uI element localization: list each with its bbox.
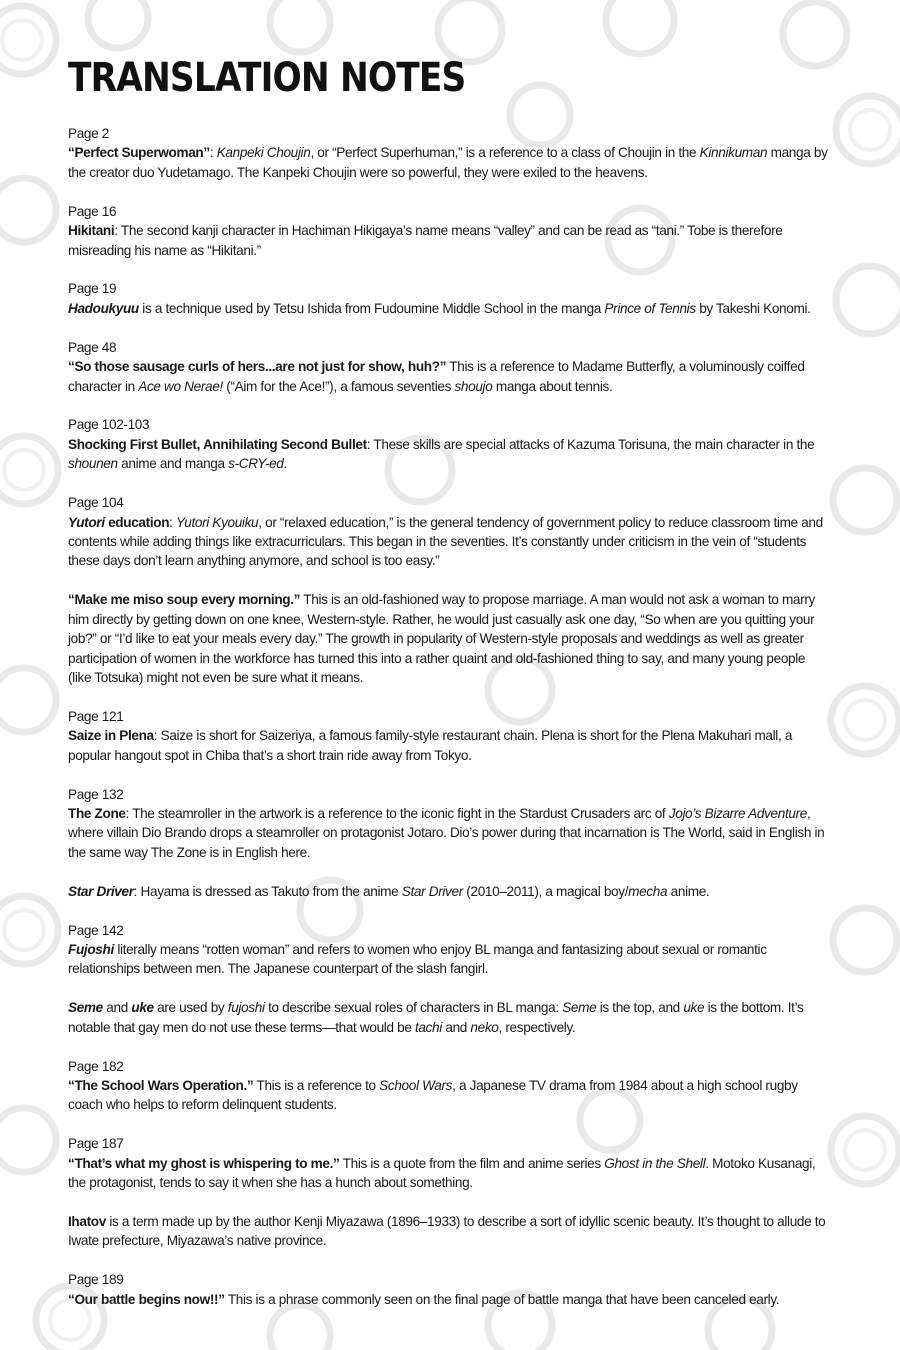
note-text: is the bottom. It’s notable that gay men do not use these terms—that would be [68, 1000, 804, 1035]
note-page-label: Page 121 [68, 708, 124, 724]
texture-ring [783, 2, 847, 66]
note-term: “So those sausage curls of hers...are not just for show, huh?” [68, 359, 447, 375]
note-italic: tachi [414, 1019, 442, 1035]
note-italic: Jojo’s Bizarre Adventure [668, 805, 807, 821]
note-text: and [102, 1000, 132, 1016]
texture-ring [606, 0, 674, 54]
note-italic: shounen [68, 456, 118, 472]
note-page-label: Page 2 [68, 126, 109, 141]
note-seme-uke [68, 998, 828, 1037]
note-page-104 [68, 493, 828, 571]
note-page-label: Page 132 [68, 786, 124, 802]
note-page-label: Page 19 [68, 281, 117, 297]
note-page-102-103 [68, 415, 828, 473]
texture-ring [850, 110, 890, 150]
note-text: : [169, 514, 177, 530]
note-text: , respectively. [498, 1019, 576, 1035]
note-term: Seme [68, 1000, 103, 1016]
note-text: (“Aim for the Ace!”), a famous seventies [222, 378, 455, 394]
note-italic: Kinnikuman [699, 145, 768, 161]
note-italic: Prince of Tennis [604, 300, 696, 316]
note-term: Saize in Plena [68, 728, 154, 744]
note-term: Fujoshi [68, 942, 114, 957]
note-italic: uke [683, 1000, 705, 1016]
note-term: uke [131, 1000, 154, 1016]
texture-ring [836, 266, 900, 334]
note-term: Yutori [68, 514, 105, 530]
texture-ring [831, 686, 899, 754]
note-text: to describe sexual roles of characters in BL manga: [264, 1000, 563, 1016]
note-term: Hikitani [68, 223, 115, 239]
note-page-label: Page 16 [68, 203, 117, 219]
note-page-48 [68, 338, 828, 396]
note-page-label: Page 48 [68, 339, 117, 355]
note-text: anime. [667, 883, 710, 899]
note-ihatov [68, 1212, 828, 1251]
note-text: : Hayama is dressed as Takuto from the anime [133, 883, 402, 899]
texture-ring [270, 0, 330, 52]
texture-ring [0, 896, 58, 964]
note-star-driver [68, 882, 828, 901]
note-text: This is a reference to [253, 1078, 380, 1094]
note-text: This is an old-fashioned way to propose marriage. A man would not ask a woman to marry him directly by getting down on one knee, Western-style. Rather, he would just casually ask one day, “So when are you quitting your job?” or “I’d like to eat your meals every day.” The growth in popularity of Western-style proposals and weddings as well as greater participation of women in the workforce has turned this into a rather quaint and old-fashioned thing to say, and many young people (like Totsuka) might not even be sure what it means. [68, 592, 815, 685]
texture-ring [0, 6, 56, 74]
note-text: is the top, and [596, 1000, 684, 1016]
note-page-label: Page 182 [68, 1058, 124, 1074]
texture-ring [88, 0, 148, 48]
note-text: manga by the creator duo Yudetamago. The Kanpeki Choujin were so powerful, they were exiled to the heavens. [68, 145, 828, 180]
note-text: manga about tennis. [492, 378, 613, 394]
note-italic: mecha [628, 883, 668, 899]
note-text: : [209, 145, 217, 161]
note-italic: School Wars [379, 1078, 453, 1094]
note-text: literally means “rotten woman” and refers to women who enjoy BL manga and fantasizing about sexual or romantic relationships between men. The Japanese counterpart of the slash fangirl. [68, 942, 767, 977]
note-term: “Make me miso soup every morning.” [68, 592, 301, 608]
note-italic: fujoshi [227, 1000, 265, 1016]
note-term: Star Driver [68, 883, 134, 899]
note-term: “The School Wars Operation.” [68, 1078, 254, 1094]
note-term: “Perfect Superwoman” [68, 145, 210, 161]
texture-ring [4, 910, 44, 950]
texture-ring [0, 1108, 56, 1172]
texture-ring [833, 468, 897, 532]
note-text: This is a quote from the film and anime series [339, 1155, 605, 1171]
texture-ring [0, 668, 56, 732]
note-text: , or “relaxed education,” is the general tendency of government policy to reduce classroom time and contents while adding things like extracurriculars. This began in the seventies. It’s constantly under criticism in the vein of “students these days don’t learn anything anymore, and school is too easy.” [68, 514, 823, 569]
note-term: Ihatov [68, 1214, 106, 1230]
note-term: education [104, 514, 170, 530]
note-page-2 [68, 124, 828, 182]
note-term: Shocking First Bullet, Annihilating Second Bullet [68, 436, 367, 452]
note-page-182 [68, 1057, 828, 1115]
note-page-19 [68, 279, 828, 318]
note-page-label: Page 187 [68, 1136, 124, 1152]
note-text: (2010–2011), a magical boy/ [462, 883, 629, 899]
texture-ring [0, 436, 58, 504]
note-italic: Kanpeki Choujin [216, 145, 311, 161]
note-page-label: Page 104 [68, 495, 124, 511]
texture-ring [4, 450, 44, 490]
note-text: , a Japanese TV drama from 1984 about a high school rugby coach who helps to reform delinquent students. [68, 1078, 798, 1113]
note-term: The Zone [68, 805, 126, 821]
texture-ring [845, 700, 885, 740]
note-term: “Our battle begins now!!” [68, 1291, 225, 1307]
note-text: , or “Perfect Superhuman,” is a reference to a class of Choujin in the [310, 145, 700, 161]
note-text: This is a reference to Madame Butterfly, a voluminously coiffed character in [68, 359, 805, 394]
note-italic: s-CRY-ed [228, 456, 284, 472]
note-text: and [441, 1019, 471, 1035]
note-text: : The second kanji character in Hachiman Hikigaya’s name means “valley” and can be read as “tani.” Tobe is therefore misreading his name as “Hikitani.” [68, 223, 783, 258]
note-text: : These skills are special attacks of Kazuma Torisuna, the main character in the [366, 436, 815, 452]
texture-ring [831, 1116, 899, 1184]
note-text: are used by [153, 1000, 228, 1016]
note-page-16 [68, 202, 828, 260]
translation-notes-page [68, 55, 828, 1329]
note-text: : The steamroller in the artwork is a reference to the iconic fight in the Stardust Crusaders arc of [125, 805, 669, 821]
note-italic: neko [470, 1019, 499, 1035]
note-text: , where villain Dio Brando drops a steamroller on protagonist Jotaro. Dio’s power during that incarnation is The World, said in English in the same way The Zone is in English here. [68, 805, 825, 860]
note-text: by Takeshi Konomi. [695, 300, 811, 316]
note-term: “That’s what my ghost is whispering to me.” [68, 1155, 340, 1171]
note-page-189 [68, 1270, 828, 1309]
texture-ring [833, 908, 897, 972]
note-italic: shoujo [454, 378, 493, 394]
note-text: : Saize is short for Saizeriya, a famous family-style restaurant chain. Plena is short for the Plena Makuhari mall, a popular hangout spot in Chiba that’s a short train ride away from Tokyo. [68, 728, 793, 763]
note-page-142 [68, 921, 828, 979]
texture-ring [438, 0, 502, 62]
note-miso-soup [68, 590, 828, 687]
note-text: anime and manga [117, 456, 229, 472]
note-text: . Motoko Kusanagi, the protagonist, tends to say it when she has a hunch about something. [68, 1155, 816, 1191]
texture-ring [2, 20, 42, 60]
note-italic: Yutori Kyouiku [176, 514, 259, 530]
note-page-187 [68, 1134, 828, 1192]
note-italic: Ace wo Nerae! [138, 378, 223, 394]
note-text: This is a phrase commonly seen on the final page of battle manga that have been canceled early. [224, 1291, 780, 1307]
note-text: . [283, 456, 287, 472]
note-page-label: Page 102-103 [68, 417, 150, 433]
note-text: is a term made up by the author Kenji Miyazawa (1896–1933) to describe a sort of idyllic scenic beauty. It’s thought to allude to Iwate prefecture, Miyazawa’s native province. [68, 1214, 826, 1249]
texture-ring [845, 1130, 885, 1170]
note-page-label: Page 189 [68, 1272, 124, 1288]
note-text: is a technique used by Tetsu Ishida from Fudoumine Middle School in the manga [138, 300, 605, 316]
note-page-121 [68, 707, 828, 765]
note-italic: Star Driver [401, 883, 463, 899]
note-term: Hadoukyuu [68, 300, 139, 316]
note-italic: Ghost in the Shell [604, 1155, 706, 1171]
note-italic: Seme [562, 1000, 597, 1016]
note-page-label: Page 142 [68, 922, 124, 938]
page-title: TRANSLATION NOTES [68, 55, 466, 101]
note-page-132 [68, 785, 828, 863]
texture-ring [0, 178, 56, 242]
